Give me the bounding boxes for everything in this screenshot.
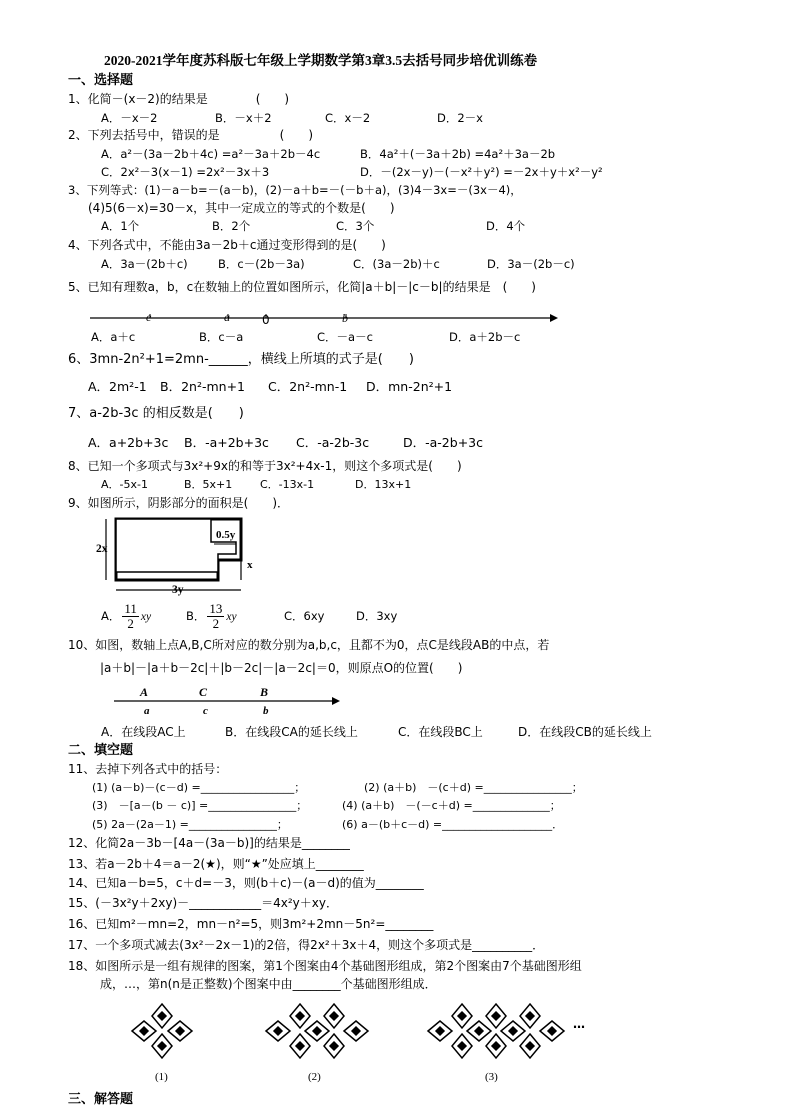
q10-label-a: a: [144, 705, 150, 717]
q2-opt-c: C．2x²－3(x－1) =2x²－3x＋3: [101, 165, 270, 179]
q8-opt-a: A．-5x-1: [101, 478, 148, 491]
q18-caption-1: (1): [155, 1071, 168, 1083]
q7-opt-b: B．-a+2b+3c: [184, 435, 269, 450]
q2-opt-d: D．－(2x－y)－(－x²＋y²) =－2x＋y＋x²－y²: [360, 165, 603, 179]
q11-item-4: (4) (a＋b) －(－c＋d) =______________；: [342, 799, 561, 812]
q18-patterns: [120, 1000, 600, 1062]
q9-opt-c: C．6xy: [284, 609, 325, 623]
q9-label-05y: 0.5y: [216, 529, 236, 541]
q7-opt-c: C．-a-2b-3c: [296, 435, 370, 450]
q11-stem: 11、去掉下列各式中的括号：: [68, 762, 228, 776]
q8-opt-c: C．-13x-1: [260, 478, 315, 491]
q1-opt-c: C．x－2: [325, 111, 371, 125]
q5-stem: 5、已知有理数a，b，c在数轴上的位置如图所示，化简|a＋b|－|c－b|的结果是 ( ): [68, 280, 536, 294]
q15: 15、(－3x²y＋2xy)－____________＝4x²y＋xy．: [68, 896, 338, 910]
q10-opt-a: A．在线段AC上: [101, 725, 186, 739]
q11-item-5: (5) 2a－(2a－1) =________________；: [92, 818, 288, 831]
q11-item-2: (2) (a＋b) －(c＋d) =________________；: [364, 781, 583, 794]
q6-opt-d: D．mn-2n²+1: [366, 379, 453, 394]
q3-opt-b: B．2个: [212, 219, 251, 233]
q5-opt-b: B．c－a: [199, 330, 244, 344]
q17: 17、一个多项式减去(3x²－2x－1)的2倍，得2x²＋3x＋4，则这个多项式是__________．: [68, 938, 545, 952]
q6-opt-b: B．2n²-mn+1: [160, 379, 245, 394]
q11-item-6: (6) a－(b＋c－d) =____________________．: [342, 818, 564, 831]
q1-opt-d: D．2－x: [437, 111, 483, 125]
q10-label-B: B: [260, 685, 269, 699]
q2-opt-a: A．a²－(3a－2b＋4c) =a²－3a＋2b－4c: [101, 147, 321, 161]
q8-opt-b: B．5x+1: [184, 478, 233, 491]
q9-opt-d: D．3xy: [356, 609, 398, 623]
q5-label-a: a: [224, 310, 230, 324]
q12: 12、化简2a－3b－[4a－(3a－b)]的结果是________: [68, 836, 350, 850]
q10-opt-c: C．在线段BC上: [398, 725, 483, 739]
q11-item-3: (3) －[a－(b － c)] =________________；: [92, 799, 308, 812]
q14: 14、已知a－b=5，c＋d=－3，则(b＋c)－(a－d)的值为________: [68, 876, 424, 890]
q5-label-b: b: [342, 311, 348, 325]
q3-stem: 3、下列等式：(1)－a－b=－(a－b)，(2)－a＋b=－(－b＋a)，(3)4－3x=－(3x－4)，: [68, 183, 522, 197]
section-answer: 三、解答题: [68, 1092, 134, 1107]
page-title: 2020-2021学年度苏科版七年级上学期数学第3章3.5去括号同步培优训练卷: [104, 53, 538, 68]
q10-opt-b: B．在线段CA的延长线上: [225, 725, 358, 739]
q5-opt-a: A．a＋c: [91, 330, 136, 344]
q1-stem: 1、化简－(x－2)的结果是 ( ): [68, 92, 290, 106]
section-choice: 一、选择题: [68, 73, 134, 88]
q10-label-c: c: [203, 705, 208, 717]
q5-opt-c: C．－a－c: [317, 330, 373, 344]
q10-label-A: A: [140, 685, 149, 699]
q10-stem-2: |a＋b|－|a＋b－2c|＋|b－2c|－|a－2c|＝0，则原点O的位置( ): [100, 661, 463, 675]
q2-opt-b: B．4a²＋(－3a＋2b) =4a²＋3a－2b: [360, 147, 556, 161]
q6-stem: 6、3mn-2n²+1=2mn-______，横线上所填的式子是( ): [68, 352, 414, 367]
q8-opt-d: D．13x+1: [355, 478, 412, 491]
q9-label-3y: 3y: [172, 584, 184, 596]
q18-stem-2: 成，…，第n(n是正整数)个图案中由________个基础图形组成．: [100, 977, 437, 991]
q10-label-b: b: [263, 705, 269, 717]
q5-number-line: [88, 306, 558, 328]
q5-label-0: 0: [262, 313, 270, 327]
q3-opt-a: A．1个: [101, 219, 140, 233]
q10-opt-d: D．在线段CB的延长线上: [518, 725, 652, 739]
q11-item-1: (1) (a－b)－(c－d) =_________________；: [92, 781, 306, 794]
q9-label-2x: 2x: [96, 543, 108, 555]
q8-stem: 8、已知一个多项式与3x²+9x的和等于3x²+4x-1，则这个多项式是( ): [68, 459, 462, 473]
q7-opt-a: A．a+2b+3c: [88, 435, 169, 450]
q4-opt-d: D．3a－(2b－c): [487, 257, 575, 271]
q1-opt-a: A．－x－2: [101, 111, 158, 125]
q9-label-x: x: [247, 559, 253, 571]
q13: 13、若a－2b＋4＝a－2(★)，则“★”处应填上________: [68, 857, 364, 871]
q16: 16、已知m²－mn=2，mn－n²=5，则3m²+2mn－5n²=________: [68, 917, 434, 931]
q18-caption-2: (2): [308, 1071, 321, 1083]
q9-stem: 9、如图所示，阴影部分的面积是( )．: [68, 496, 289, 510]
q4-stem: 4、下列各式中，不能由3a－2b＋c通过变形得到的是( ): [68, 238, 386, 252]
q1-opt-b: B．－x＋2: [215, 111, 272, 125]
q10-stem: 10、如图，数轴上点A,B,C所对应的数分别为a,b,c，且都不为0，点C是线段AB的中点，若: [68, 638, 550, 652]
q5-label-c: c: [146, 310, 152, 324]
q5-opt-d: D．a＋2b－c: [449, 330, 521, 344]
q18-ellipsis: …: [573, 1017, 585, 1031]
q3-opt-d: D．4个: [486, 219, 526, 233]
q2-stem: 2、下列去括号中，错误的是 ( ): [68, 128, 313, 142]
q10-label-C: C: [199, 685, 208, 699]
q3-stem-2: (4)5(6－x)=30－x，其中一定成立的等式的个数是( ): [88, 201, 395, 215]
q9-opt-b: B． $\frac{13}{2}$ xy: [186, 601, 237, 631]
q4-opt-a: A．3a－(2b＋c): [101, 257, 188, 271]
q6-opt-a: A．2m²-1: [88, 379, 147, 394]
q7-opt-d: D．-a-2b+3c: [403, 435, 483, 450]
q3-opt-c: C．3个: [336, 219, 375, 233]
q18-caption-3: (3): [485, 1071, 498, 1083]
q9-opt-a: A． $\frac{11}{2}$ xy: [101, 601, 152, 631]
q6-opt-c: C．2n²-mn-1: [268, 379, 348, 394]
q7-stem: 7、a-2b-3c 的相反数是( ): [68, 406, 244, 421]
q4-opt-b: B．c－(2b－3a): [218, 257, 305, 271]
q18-stem: 18、如图所示是一组有规律的图案，第1个图案由4个基础图形组成，第2个图案由7个基础图形组: [68, 959, 582, 973]
section-fill: 二、填空题: [68, 743, 134, 758]
q4-opt-c: C．(3a－2b)＋c: [353, 257, 440, 271]
